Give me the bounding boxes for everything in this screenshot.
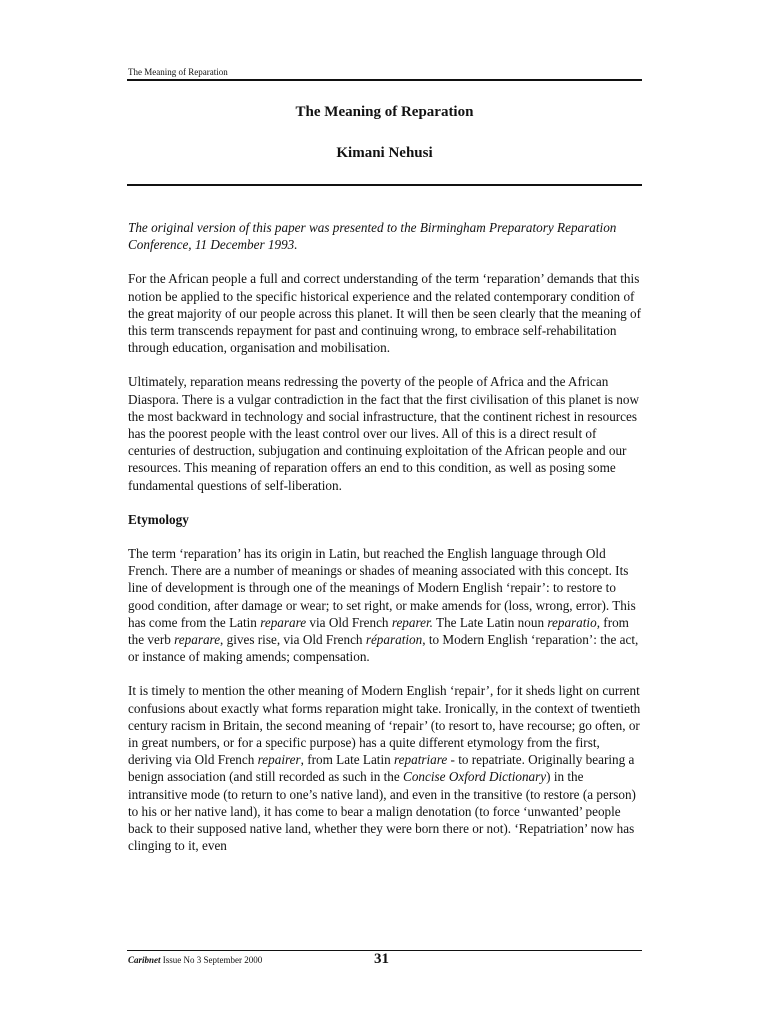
header-rule: [127, 79, 642, 81]
paragraph-4-text-a: It is timely to mention the other meaning of Modern English ‘repair’, for it sheds light on current confusions about exactly what forms reparation might take. Ironically, in the context of twentieth century racism in Britain, the second meaning of ‘repair’ (to resort to, have recourse; go often, or in great numbers, or for a specific purpose) has a quite different etymology from the first, deriving via Old French: [128, 683, 641, 768]
journal-name: Caribnet: [128, 955, 161, 965]
article-title: The Meaning of Reparation: [295, 104, 474, 120]
article-body: [128, 219, 644, 872]
term-reparer: reparer.: [391, 614, 433, 630]
term-reparatio: reparatio: [547, 614, 597, 630]
footer-issue-info: [128, 955, 262, 965]
section-heading-etymology: Etymology: [128, 511, 189, 527]
paragraph-3-text-b: via Old French: [306, 614, 392, 630]
paragraph-3-text-e: , gives rise, via Old French: [220, 632, 366, 648]
paragraph-4-text-b: , from Late Latin: [300, 752, 395, 768]
paragraph-3-text-d: , from the verb: [128, 614, 629, 648]
paragraph-3: [128, 545, 644, 665]
paragraph-3-text-f: , to Modern English ‘reparation’: the act, or instance of making amends; compensation.: [128, 632, 639, 665]
page-number: 31: [374, 951, 389, 967]
paragraph-4-text-c: - to repatriate. Originally bearing a benign association (and still recorded as such in the: [128, 752, 635, 785]
term-reparare-verb: reparare: [174, 632, 221, 648]
term-repairer: repairer: [257, 752, 301, 768]
presentation-note: The original version of this paper was presented to the Birmingham Preparatory Reparation Conference, 11 December 1993.: [128, 220, 617, 253]
paragraph-3-text-c: The Late Latin noun: [432, 614, 548, 630]
paragraph-1: For the African people a full and correct understanding of the term ‘reparation’ demands that this notion be applied to the specific historical experience and the related contemporary condition of the great majority of our people across this planet. It will then be seen clearly that the meaning of this term transcends repayment for past and continuing wrong, to embrace self-rehabilitation through education, organisation and mobilisation.: [128, 271, 642, 356]
term-reparare: reparare: [260, 614, 307, 630]
paragraph-3-text-a: The term ‘reparation’ has its origin in Latin, but reached the English language through Old French. There are a number of meanings or shades of meaning associated with this concept. Its line of development is through one of the meanings of Modern English ‘repair’: to restore to good condition, after damage or wear; to set right, or make amends for (loss, wrong, error). This has come from the Latin: [128, 546, 636, 630]
term-repatriare: repatriare: [394, 752, 448, 768]
dictionary-title: Concise Oxford Dictionary: [403, 769, 547, 785]
running-head: The Meaning of Reparation: [128, 67, 228, 77]
issue-date: Issue No 3 September 2000: [162, 955, 263, 965]
term-reparation-french: réparation: [365, 632, 423, 648]
paragraph-4: [128, 682, 644, 854]
title-rule: [127, 184, 642, 186]
paragraph-4-text-d: ) in the intransitive mode (to return to one’s native land), and even in the transitive (to restore (a person) to his or her native land), it has come to bear a malign denotation (to force ‘unwanted’ people back to their supposed native land, whether they were born there or not). ‘Repatriation’ now has clinging to it, even: [128, 769, 636, 854]
paragraph-2: Ultimately, reparation means redressing the poverty of the people of Africa and the African Diaspora. There is a vulgar contradiction in the fact that the first civilisation of this planet is now the most backward in technology and social infrastructure, that the continent richest in resources has the poorest people with the least control over our lives. All of this is a direct result of centuries of destruction, subjugation and continuing exploitation of the African people and our resources. This meaning of reparation offers an end to this condition, as well as posing some fundamental questions of self-liberation.: [128, 374, 640, 493]
article-author: Kimani Nehusi: [336, 145, 433, 161]
